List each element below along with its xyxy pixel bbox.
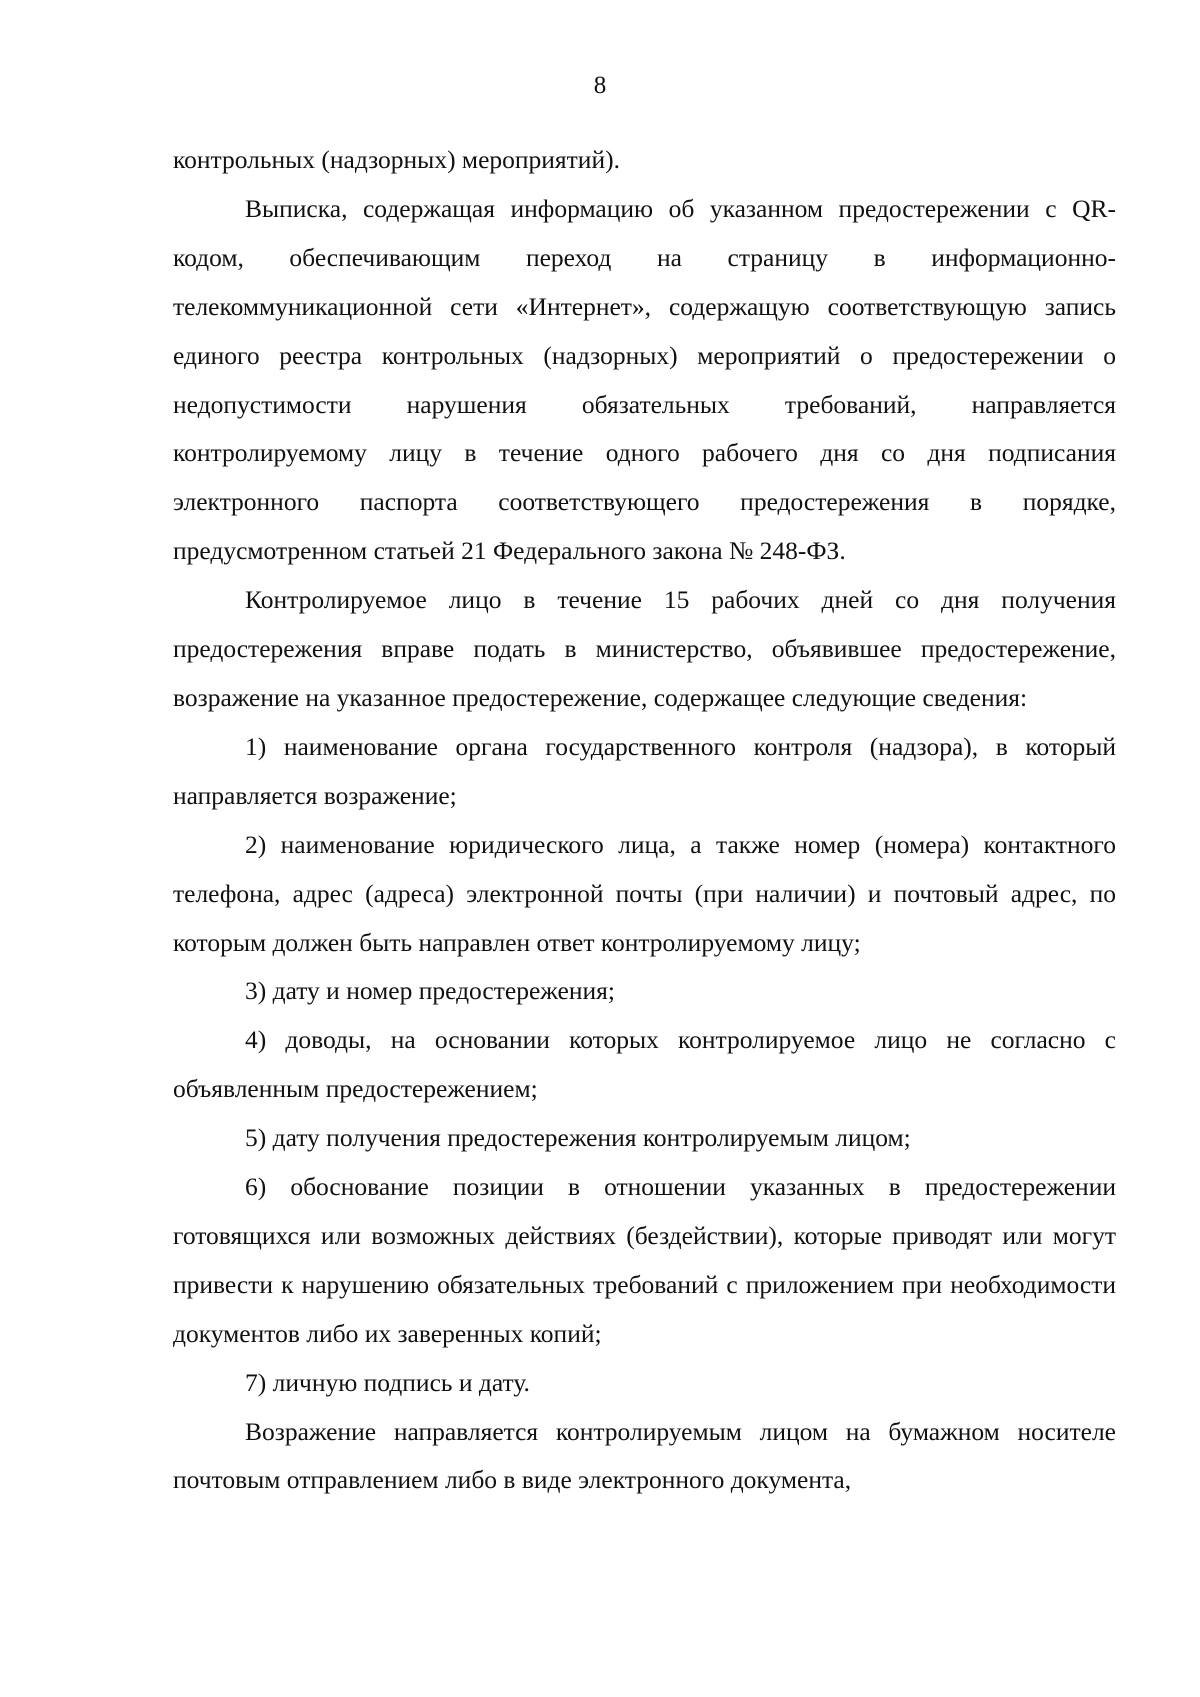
paragraph-continuation: контрольных (надзорных) мероприятий).	[173, 145, 620, 174]
list-item: 6) обоснование позиции в отношении указанных в предостережении готовящихся или возможных действиях (бездействии), которые приводят или могут привести к нарушению обязательных требований с приложением при необходимости документов либо их заверенных копий;	[173, 1172, 1116, 1348]
list-item: 4) доводы, на основании которых контролируемое лицо не согласно с объявленным предостережением;	[173, 1025, 1116, 1104]
page-number: 8	[593, 72, 607, 99]
paragraph-objection-delivery: Возражение направляется контролируемым лицом на бумажном носителе почтовым отправлением либо в виде электронного документа,	[173, 1416, 1116, 1495]
paragraph-objection-right: Контролируемое лицо в течение 15 рабочих дней со дня получения предостережения вправе подать в министерство, объявившее предостережение, возражение на указанное предостережение, содержащее следующие сведения:	[173, 585, 1116, 712]
list-item: 2) наименование юридического лица, а также номер (номера) контактного телефона, адрес (адреса) электронной почты (при наличии) и почтовый адрес, по которым должен быть направлен ответ контролируемому лицу;	[173, 829, 1116, 957]
list-item: 7) личную подпись и дату.	[245, 1367, 530, 1397]
paragraph-extract: Выписка, содержащая информацию об указанном предостережении с QR-кодом, обеспечивающим переход на страницу в информационно-телекоммуникационной сети «Интернет», содержащую соответствующую запись единого реестра контрольных (надзорных) мероприятий о предостережении о недопустимости нарушения обязательных требований, направляется контролируемому лицу в течение одного рабочего дня со дня подписания электронного паспорта соответствующего предостережения в порядке, предусмотренном статьей 21 Федерального закона № 248-ФЗ.	[173, 193, 1116, 566]
list-item: 5) дату получения предостережения контролируемым лицом;	[245, 1123, 911, 1153]
list-item: 1) наименование органа государственного контроля (надзора), в который направляется возражение;	[173, 731, 1116, 810]
document-body	[173, 136, 1116, 1505]
list-item: 3) дату и номер предостережения;	[245, 976, 615, 1006]
